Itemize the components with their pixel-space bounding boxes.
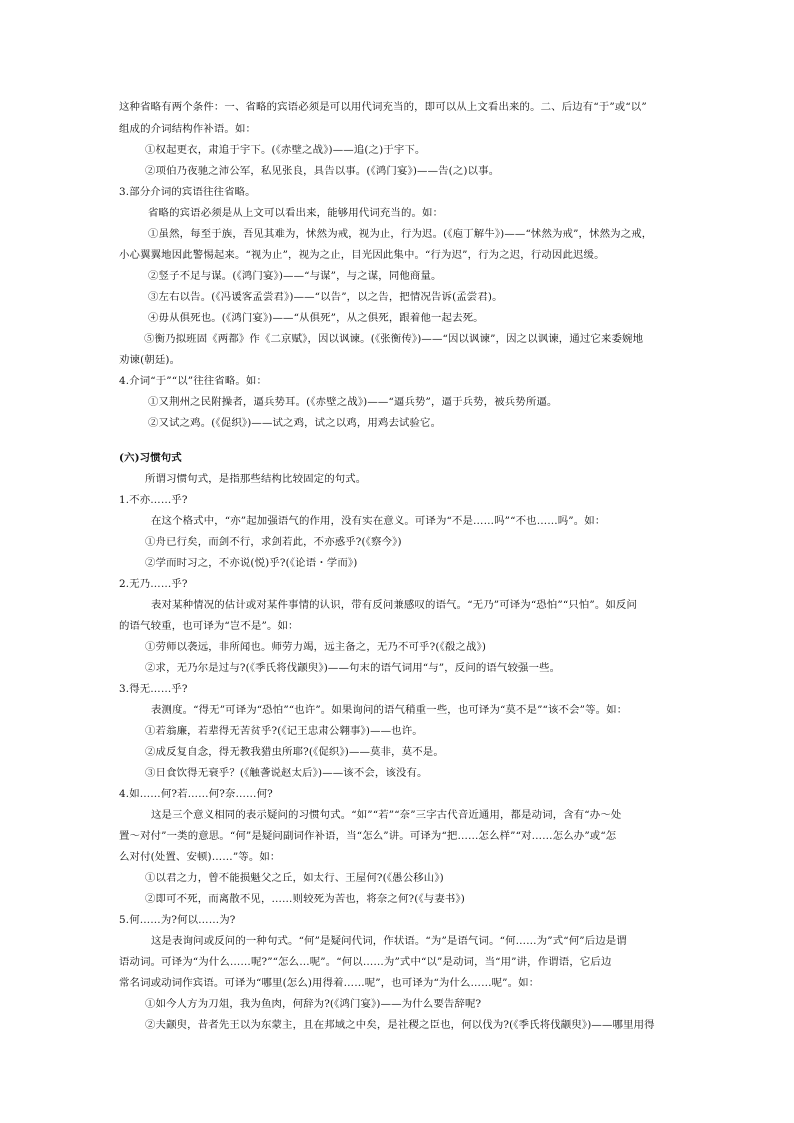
section-heading: 4.介词“于”“以”往往省略。如： — [119, 375, 268, 387]
example-line: ④毋从俱死也。(《鸿门宴》)——“从俱死”，从之俱死，跟着他一起去死。 — [148, 312, 484, 324]
example-line: ③日食饮得无衰乎？(《触詟说赵太后》)——该不会，该没有。 — [145, 767, 428, 779]
example-line: ①若翁廉，若辈得无苦贫乎?(《记王忠肃公翱事》)——也许。 — [145, 725, 423, 737]
example-line: ①权起更衣，肃追于宇下。(《赤壁之战》)——追(之)于宇下。 — [145, 144, 426, 156]
example-line: ①虽然，每至于族，吾见其难为，怵然为戒，视为止，行为迟。(《庖丁解牛》)——“怵然为戒”，怵然为之戒， — [148, 228, 653, 240]
section-heading: 3.得无……乎? — [119, 683, 188, 695]
text-line: 么对付(处置、安顿)……”等。如： — [119, 851, 281, 863]
text-line: 语动词。可译为“为什么……呢?”“怎么…呢”。“何以……为”式中“以”是动词，当“用”讲，作谓语，它后边 — [119, 956, 612, 968]
example-line: ①舟已行矣，而剑不行，求剑若此，不亦惑乎?(《察今》) — [145, 536, 402, 548]
example-line: ②学而时习之，不亦说(悦)乎?(《论语・学而》) — [145, 557, 358, 569]
example-line: ①以君之力，曾不能损魁父之丘，如太行、王屋何?(《愚公移山》) — [145, 872, 444, 884]
example-line: ②又试之鸡。(《促织》)——试之鸡，试之以鸡，用鸡去试验它。 — [148, 417, 442, 429]
text-line: 省略的宾语必须是从上文可以看出来，能够用代词充当的。如： — [148, 207, 444, 219]
text-line: 的语气较重，也可译为“岂不是”。如： — [119, 620, 299, 632]
section-heading: 4.如……何?若……何?奈……何? — [119, 788, 273, 800]
text-line: 所谓习惯句式，是指那些结构比较固定的句式。 — [145, 473, 367, 485]
example-line: ⑤衡乃拟班固《两都》作《二京赋》，因以讽谏。(《张衡传》)——“因以讽谏”，因之以讽谏，通过它来委婉地 — [144, 333, 644, 345]
section-heading: 3.部分介词的宾语往往省略。 — [119, 186, 256, 198]
example-line: ①劳师以袭远，非所闻也。师劳力竭，远主备之，无乃不可乎?(《殽之战》) — [145, 641, 487, 653]
example-line: ②项伯乃夜驰之沛公军，私见张良，具告以事。(《鸿门宴》)——告(之)以事。 — [145, 165, 500, 177]
section-heading: 1.不亦……乎? — [119, 494, 188, 506]
example-line: ②夫颛臾，昔者先王以为东蒙主，且在邦域之中矣，是社稷之臣也，何以伐为?(《季氏将伐颛臾》)——哪里用得 — [145, 1019, 655, 1031]
example-line: ②即可不死，而离散不见，……则较死为苦也，将奈之何?(《与妻书》) — [145, 893, 465, 905]
text-line: 置～对付”一类的意思。“何”是疑问副词作补语，当“怎么”讲。可译为“把……怎么样”“对……怎么办”或“怎 — [119, 830, 617, 842]
text-line: 组成的介词结构作补语。如： — [119, 123, 257, 135]
example-line: ②成反复自念，得无教我猎虫所耶?(《促织》)——莫非，莫不是。 — [145, 746, 444, 758]
text-line: 小心翼翼地因此警惕起来。“视为止”，视为之止，目光因此集中。“行为迟”，行为之迟，行动因此迟缓。 — [119, 249, 605, 261]
text-line: 常名词或动词作宾语。可译为“哪里(怎么)用得着……呢”，也可译为“为什么……呢”。如： — [119, 977, 540, 989]
text-line: 在这个格式中，“亦”起加强语气的作用，没有实在意义。可译为“不是……吗”“不也……吗”。如： — [151, 515, 606, 527]
section-heading: 2.无乃……乎? — [119, 578, 188, 590]
example-line: ①如今人方为刀俎，我为鱼肉，何辞为?(《鸿门宴》)——为什么要告辞呢? — [145, 998, 482, 1010]
text-line: 劝谏(朝廷)。 — [119, 354, 181, 366]
section-title: (六)习惯句式 — [119, 452, 182, 464]
example-line: ③左右以告。(《冯谖客孟尝君》)——“以告”，以之告，把情况告诉(孟尝君)。 — [148, 291, 503, 303]
text-line: 这是表询问或反问的一种句式。“何”是疑问代词，作状语。“为”是语气词。“何……为”式“何”后边是谓 — [151, 935, 627, 947]
section-heading: 5.何……为?何以……为? — [119, 914, 236, 926]
example-line: ①又荆州之民附操者，逼兵势耳。(《赤壁之战》)——“逼兵势”，逼于兵势，被兵势所逼。 — [148, 396, 558, 408]
example-line: ②求，无乃尔是过与?(《季氏将伐颛臾》)——句末的语气词用“与”，反问的语气较强一些。 — [145, 662, 561, 674]
text-line: 表测度。“得无”可译为“恐怕”“也许”。如果询问的语气稍重一些，也可译为“莫不是”“该不会”等。如： — [151, 704, 628, 716]
example-line: ②竖子不足与谋。(《鸿门宴》)——“与谋”，与之谋，同他商量。 — [148, 270, 442, 282]
text-line: 这是三个意义相同的表示疑问的习惯句式。“如”“若”“奈”三字古代音近通用，都是动词，含有“办～处 — [151, 809, 622, 821]
text-line: 表对某种情况的估计或对某件事情的认识，带有反问兼感叹的语气。“无乃”可译为“恐怕”“只怕”。如反问 — [151, 599, 638, 611]
text-line: 这种省略有两个条件：一、省略的宾语必须是可以用代词充当的，即可以从上文看出来的。二、后边有“于”或“以” — [119, 101, 647, 113]
